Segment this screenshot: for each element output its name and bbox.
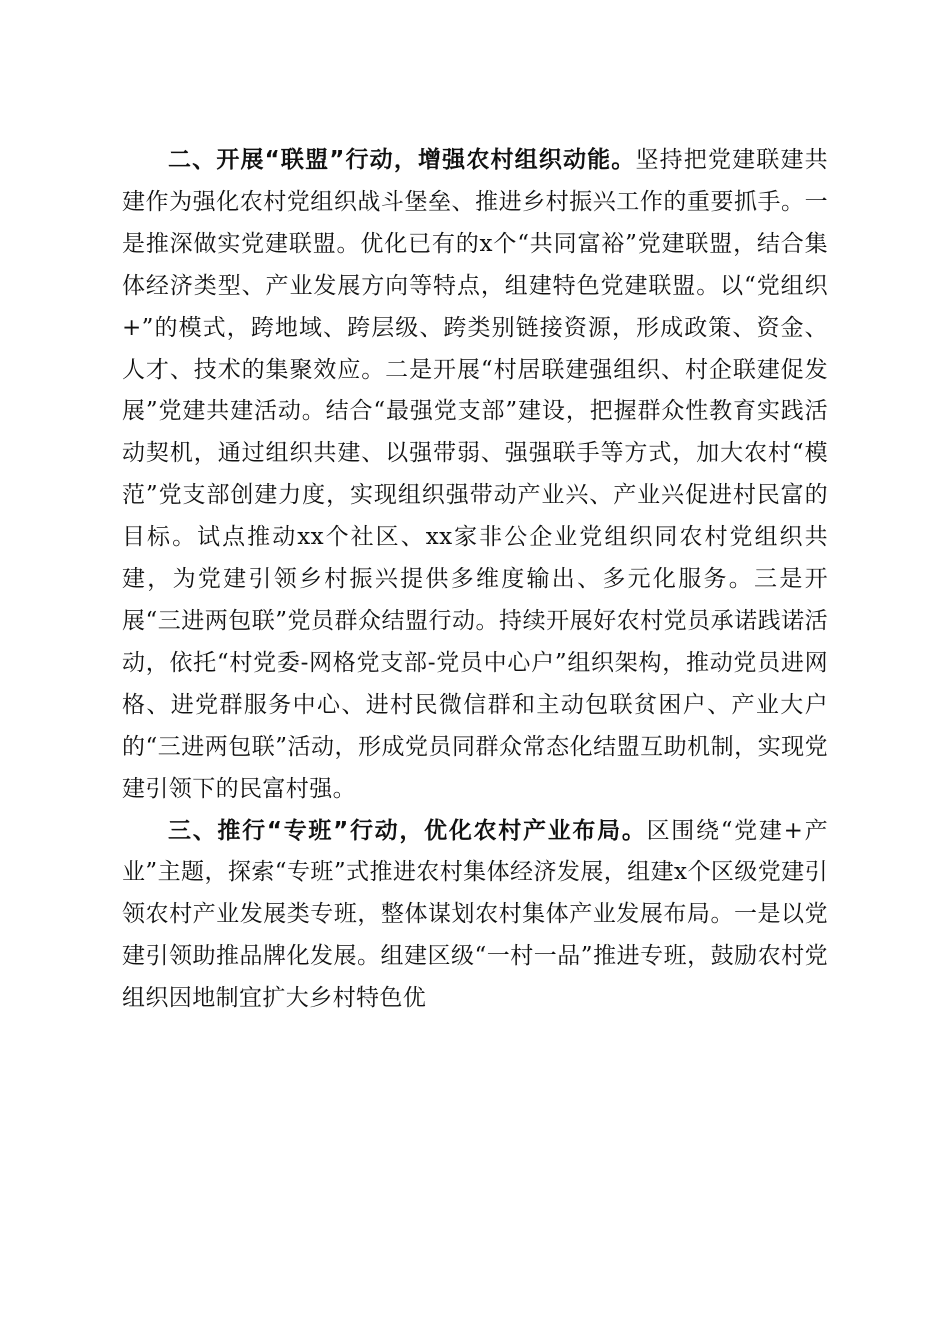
document-body <box>122 140 828 1020</box>
paragraph-heading: 二、开展“联盟”行动，增强农村组织动能。 <box>168 147 636 173</box>
paragraph-heading: 三、推行“专班”行动，优化农村产业布局。 <box>168 817 647 844</box>
paragraph-special-team-action <box>122 811 828 1021</box>
paragraph-body: 区围绕“党建+产业”主题，探索“专班”式推进农村集体经济发展，组建x个区级党建引领农村产业发展类专班，整体谋划农村集体产业发展布局。一是以党建引领助推品牌化发展。组建区级“一村一品”推进专班，鼓励农村党组织因地制宜扩大乡村特色优 <box>122 817 829 1012</box>
paragraph-body: 坚持把党建联建共建作为强化农村党组织战斗堡垒、推进乡村振兴工作的重要抓手。一是推深做实党建联盟。优化已有的x个“共同富裕”党建联盟，结合集体经济类型、产业发展方向等特点，组建特色党建联盟。以“党组织+”的模式，跨地域、跨层级、跨类别链接资源，形成政策、资金、人才、技术的集聚效应。二是开展“村居联建强组织、村企联建促发展”党建共建活动。结合“最强党支部”建设，把握群众性教育实践活动契机，通过组织共建、以强带弱、强强联手等方式，加大农村“模范”党支部创建力度，实现组织强带动产业兴、产业兴促进村民富的目标。试点推动xx个社区、xx家非公企业党组织同农村党组织共建，为党建引领乡村振兴提供多维度输出、多元化服务。三是开展“三进两包联”党员群众结盟行动。持续开展好农村党员承诺践诺活动，依托“村党委-网格党支部-党员中心户”组织架构，推动党员进网格、进党群服务中心、进村民微信群和主动包联贫困户、产业大户的“三进两包联”活动，形成党员同群众常态化结盟互助机制，实现党建引领下的民富村强。 <box>122 147 828 802</box>
paragraph-alliance-action <box>122 140 828 811</box>
